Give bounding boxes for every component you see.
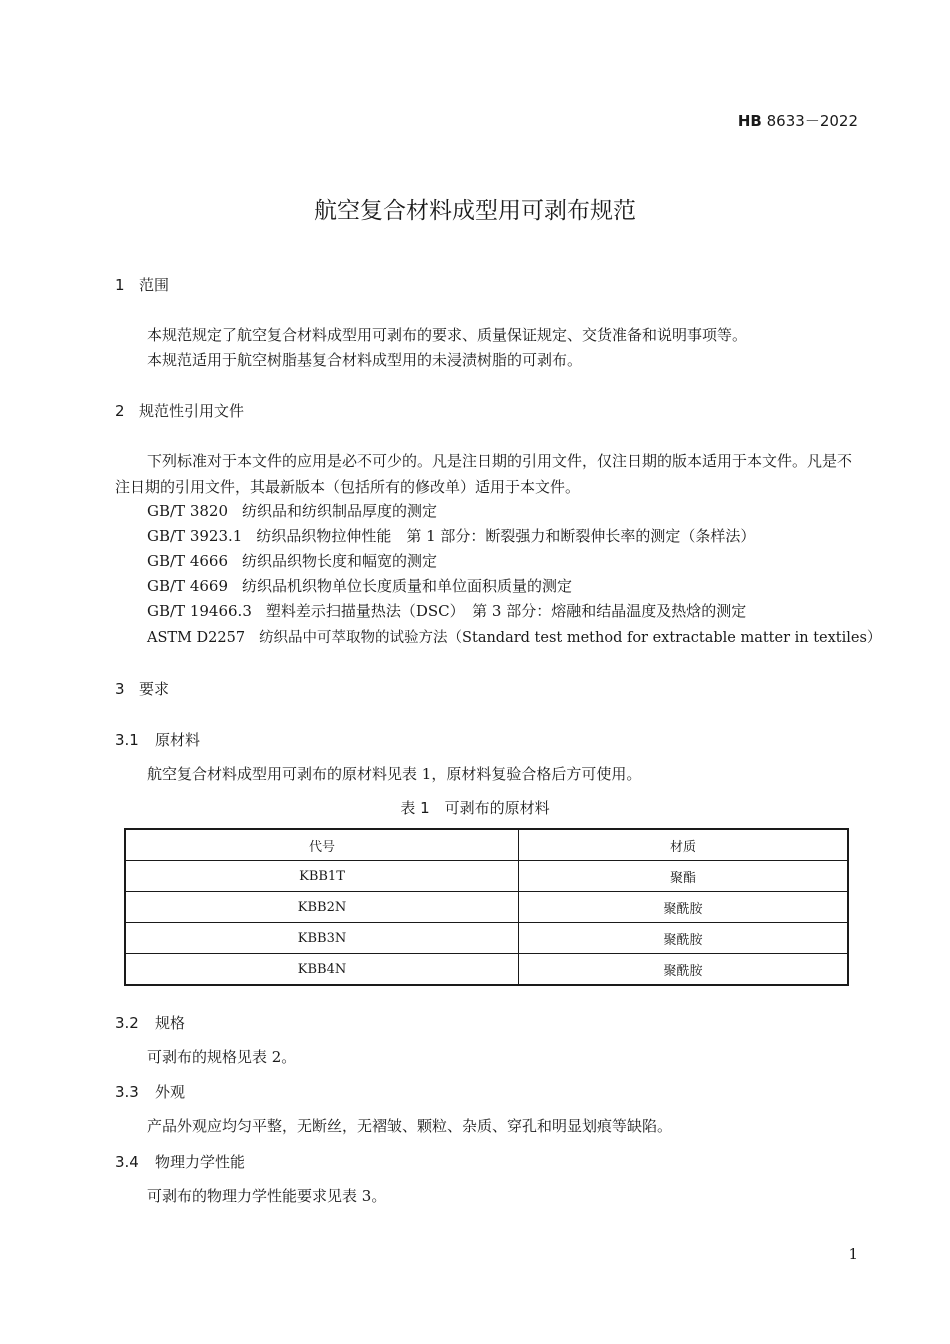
section-3-4-paragraph: 可剥布的物理力学性能要求见表 3。 — [147, 1187, 387, 1205]
table-row — [125, 923, 848, 954]
cell-material: 聚酰胺 — [519, 923, 849, 954]
reference-item — [147, 600, 746, 621]
section-number: 1 — [115, 276, 125, 294]
section-title: 外观 — [155, 1083, 186, 1101]
reference-item — [147, 525, 755, 546]
section-number: 3.2 — [115, 1014, 139, 1032]
reference-title: 纺织品和纺织制品厚度的测定 — [242, 502, 438, 520]
reference-code: ASTM D2257 — [147, 630, 246, 646]
reference-title: 纺织品织物拉伸性能 第 1 部分：断裂强力和断裂伸长率的测定（条样法） — [256, 527, 756, 545]
table-1-caption: 表 1 可剥布的原材料 — [400, 799, 550, 817]
cell-code: KBB4N — [125, 954, 519, 986]
reference-title: 纺织品机织物单位长度质量和单位面积质量的测定 — [242, 577, 573, 595]
section-number: 3.4 — [115, 1153, 139, 1171]
document-title: 航空复合材料成型用可剥布规范 — [314, 198, 636, 224]
table-header-row — [125, 829, 848, 861]
section-3-1-heading — [115, 729, 200, 750]
cell-code: KBB2N — [125, 892, 519, 923]
section-3-2-paragraph: 可剥布的规格见表 2。 — [147, 1048, 297, 1066]
section-3-4-heading — [115, 1151, 245, 1172]
cell-material: 聚酰胺 — [519, 892, 849, 923]
section-number: 3.1 — [115, 731, 139, 749]
raw-materials-table — [124, 828, 849, 986]
standard-prefix: HB — [737, 112, 762, 130]
section-title: 规格 — [155, 1014, 186, 1032]
section-1-paragraph-1: 本规范规定了航空复合材料成型用可剥布的要求、质量保证规定、交货准备和说明事项等。 — [147, 326, 748, 344]
table-row — [125, 954, 848, 986]
reference-title: 纺织品中可萃取物的试验方法（Standard test method for extractable matter in textiles） — [259, 630, 882, 646]
reference-code: GB/T 3923.1 — [147, 527, 243, 545]
section-3-2-heading — [115, 1012, 185, 1033]
reference-code: GB/T 19466.3 — [147, 602, 252, 620]
section-number: 3.3 — [115, 1083, 139, 1101]
reference-item — [147, 500, 437, 521]
column-header-material: 材质 — [519, 829, 849, 861]
section-1-paragraph-2: 本规范适用于航空树脂基复合材料成型用的未浸渍树脂的可剥布。 — [147, 351, 583, 369]
section-2-intro: 下列标准对于本文件的应用是必不可少的。凡是注日期的引用文件，仅注日期的版本适用于本文件。凡是不注日期的引用文件，其最新版本（包括所有的修改单）适用于本文件。 — [115, 452, 853, 496]
section-2-heading — [115, 400, 244, 421]
section-3-3-heading — [115, 1081, 185, 1102]
table-row — [125, 861, 848, 892]
cell-code: KBB3N — [125, 923, 519, 954]
section-title: 要求 — [139, 680, 170, 698]
cell-material: 聚酰胺 — [519, 954, 849, 986]
standard-code: 8633－2022 — [766, 112, 858, 130]
section-number: 3 — [115, 680, 125, 698]
section-title: 范围 — [139, 276, 170, 294]
cell-material: 聚酯 — [519, 861, 849, 892]
table-row — [125, 892, 848, 923]
page-number: 1 — [848, 1245, 858, 1263]
reference-code: GB/T 3820 — [147, 502, 229, 520]
section-3-3-paragraph: 产品外观应均匀平整，无断丝，无褶皱、颗粒、杂质、穿孔和明显划痕等缺陷。 — [147, 1117, 673, 1135]
section-title: 规范性引用文件 — [139, 402, 245, 420]
reference-item — [147, 575, 572, 596]
reference-code: GB/T 4669 — [147, 577, 229, 595]
column-header-code: 代号 — [125, 829, 519, 861]
reference-item — [147, 626, 881, 647]
section-1-heading — [115, 274, 169, 295]
standard-number — [738, 110, 858, 131]
cell-code: KBB1T — [125, 861, 519, 892]
section-3-1-paragraph: 航空复合材料成型用可剥布的原材料见表 1，原材料复验合格后方可使用。 — [147, 765, 642, 783]
reference-title: 纺织品织物长度和幅宽的测定 — [242, 552, 438, 570]
reference-item — [147, 550, 437, 571]
section-number: 2 — [115, 402, 125, 420]
reference-title: 塑料差示扫描量热法（DSC） 第 3 部分：熔融和结晶温度及热焓的测定 — [265, 602, 747, 620]
section-title: 物理力学性能 — [155, 1153, 246, 1171]
reference-code: GB/T 4666 — [147, 552, 229, 570]
section-3-heading — [115, 678, 169, 699]
section-title: 原材料 — [155, 731, 201, 749]
